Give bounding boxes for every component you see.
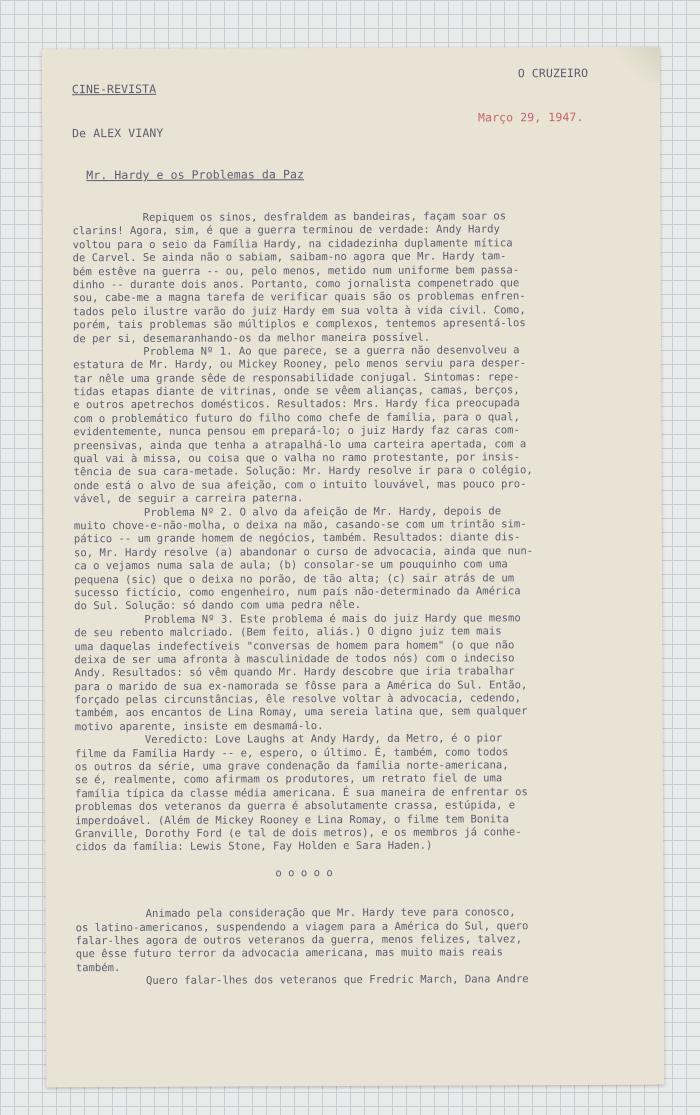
closing-line: também.	[75, 961, 121, 975]
body-line: de Carvel. Se ainda não o sabiam, saibam-no agora que Mr. Hardy tam-	[72, 250, 507, 265]
body-line: Problema Nº 2. O alvo da afeição de Mr. Hardy, depois de	[73, 504, 502, 519]
article-body	[72, 210, 655, 989]
body-line: onde está o alvo de sua afeição, com o intuito louvável, mas pouco pro-	[73, 478, 527, 493]
body-line: e outros apetrechos domésticos. Resultados: Mrs. Hardy fica preocupada	[73, 397, 520, 412]
body-line: Veredicto: Love Laughs at Andy Hardy, da Metro, é o pior	[74, 732, 503, 747]
body-line: motivo aparente, insiste em desmamá-lo.	[74, 719, 324, 734]
body-line: so, Mr. Hardy resolve (a) abandonar o curso de advocacia, ainda que nun-	[73, 544, 534, 559]
body-line: estatura de Mr. Hardy, ou Mickey Rooney, pelo menos serviu para desper-	[73, 357, 526, 372]
body-line: sou, cabe-me a magna tarefa de verificar quais são os problemas enfren-	[72, 290, 526, 305]
section-separator: o o o o o	[275, 867, 333, 880]
body-line: vável, de seguir a carreira paterna.	[73, 492, 304, 506]
body-line: muito chove-e-não-molha, o deixa na mão, casando-se com um trintão sim-	[73, 518, 527, 533]
body-line: ca o vejamos numa sala de aula; (b) consolar-se um pouquinho com uma	[73, 558, 508, 573]
body-line: sucesso fictício, como engenheiro, num país não-determinado da América	[74, 585, 521, 600]
body-line: uma daquelas indefectíveis "conversas de homem para homem" (o que não	[74, 638, 515, 653]
closing-line: que êsse futuro terror da advocacia americana, mas muito mais reais	[75, 946, 504, 961]
body-line: Granville, Dorothy Ford (e tal de dois metros), e os membros já conhe-	[75, 826, 522, 841]
body-line: pático -- um grande homem de negócios, também. Resultados: diante dis-	[73, 531, 521, 546]
body-line: tência de sua cara-metade. Solução: Mr. Hardy resolve ir para o colégio,	[73, 464, 533, 479]
date-line: Março 29, 1947.	[478, 109, 584, 125]
body-line: se é, realmente, como afirmam os produtores, um retrato fiel de uma	[74, 772, 503, 787]
body-line: imperdoável. (Além de Mickey Rooney e Lina Romay, o filme tem Bonita	[75, 812, 509, 827]
body-line: Problema Nº 3. Este problema é mais do juiz Hardy que mesmo	[74, 611, 521, 626]
body-line: Repiquem os sinos, desfraldem as bandeiras, façam soar os	[72, 210, 507, 225]
body-line: os outros da série, uma grave condenação da família norte-americana,	[74, 759, 509, 774]
body-line: tidas etapas diante de vitrinas, onde se vêem alianças, camas, berços,	[73, 384, 520, 399]
body-line: Problema Nº 1. Ao que parece, se a guerra não desenvolveu a	[73, 344, 520, 359]
body-line: cidos da família: Lewis Stone, Fay Holden e Sara Haden.)	[75, 840, 433, 854]
body-line: porém, tais problemas são múltiplos e complexos, tentemos apresentá-los	[72, 317, 526, 332]
body-line: para o marido de sua ex-namorada se fôsse para a América do Sul. Então,	[74, 678, 528, 693]
closing-line: falar-lhes agora de outros veteranos da guerra, menos felizes, talvez,	[75, 933, 523, 948]
body-line: voltou para o seio da Família Hardy, na cidadezinha duplamente mítica	[72, 237, 513, 252]
body-line: bém estêve na guerra -- ou, pelo menos, metido num uniforme bem passa-	[72, 263, 520, 278]
body-line: evidentemente, nunca pensou em prepará-lo; o juiz Hardy faz caras com-	[73, 424, 520, 439]
body-line: filme da Família Hardy -- e, espero, o último. É, também, como todos	[74, 745, 509, 760]
header-right: O CRUZEIRO	[517, 65, 589, 81]
body-line: de per si, desemaranhando-os da melhor maneira possível.	[72, 331, 431, 345]
body-line: tar nêle uma grande sêde de responsabilidade conjugal. Sintomas: repe-	[73, 370, 520, 385]
body-line: clarins! Agora, sim, é que a guerra terminou de verdade: Andy Hardy	[72, 223, 500, 238]
body-line: dinho -- durante dois anos. Portanto, como jornalista compenetrado que	[72, 277, 520, 292]
body-line: pequena (sic) que o deixa no porão, de tão alta; (c) sair atrás de um	[74, 571, 515, 586]
typewritten-page	[42, 47, 665, 1088]
header-left: CINE-REVISTA	[71, 81, 157, 97]
body-line: com o problemático futuro do filho como chefe de família, para o qual,	[73, 411, 520, 426]
body-line: problemas dos veteranos da guerra é absolutamente crassa, estúpida, e	[75, 799, 516, 814]
article-title: Mr. Hardy e os Problemas da Paz	[86, 167, 305, 183]
body-line: do Sul. Solução: só dando com uma pedra nêle.	[74, 599, 362, 613]
body-line: de seu rebento malcriado. (Bem feito, aliás.) O digno juiz tem mais	[74, 625, 502, 640]
body-line: forçado pelas circunstâncias, êle resolve voltar à advocacia, cedendo,	[74, 692, 522, 707]
body-line: preensivas, ainda que tenha a atrapalhá-lo uma carteira apertada, com a	[73, 437, 527, 452]
body-line: também, aos encantos de Lina Romay, uma sereia latina que, sem qualquer	[74, 705, 528, 720]
body-line: família típica da classe média americana. É sua maneira de enfrentar os	[74, 786, 528, 801]
author-line: De ALEX VIANY	[72, 125, 164, 141]
body-line: deixa de ser uma afronta à masculinidade de todos nós) com o indeciso	[74, 652, 515, 667]
closing-line: Animado pela consideração que Mr. Hardy teve para conosco,	[75, 906, 516, 921]
body-line: Andy. Resultados: só vêm quando Mr. Hardy descobre que iria trabalhar	[74, 665, 515, 680]
closing-line: Quero falar-lhes dos veteranos que Fredric March, Dana Andre	[75, 973, 529, 988]
body-line: qual vai à missa, ou coisa que o valha no ramo protestante, por insis-	[73, 451, 521, 466]
body-line: tados pelo ilustre varão do juiz Hardy em sua volta à vida civil. Como,	[72, 303, 526, 318]
closing-line: os latino-americanos, suspendendo a viagem para a América do Sul, quero	[75, 919, 529, 934]
